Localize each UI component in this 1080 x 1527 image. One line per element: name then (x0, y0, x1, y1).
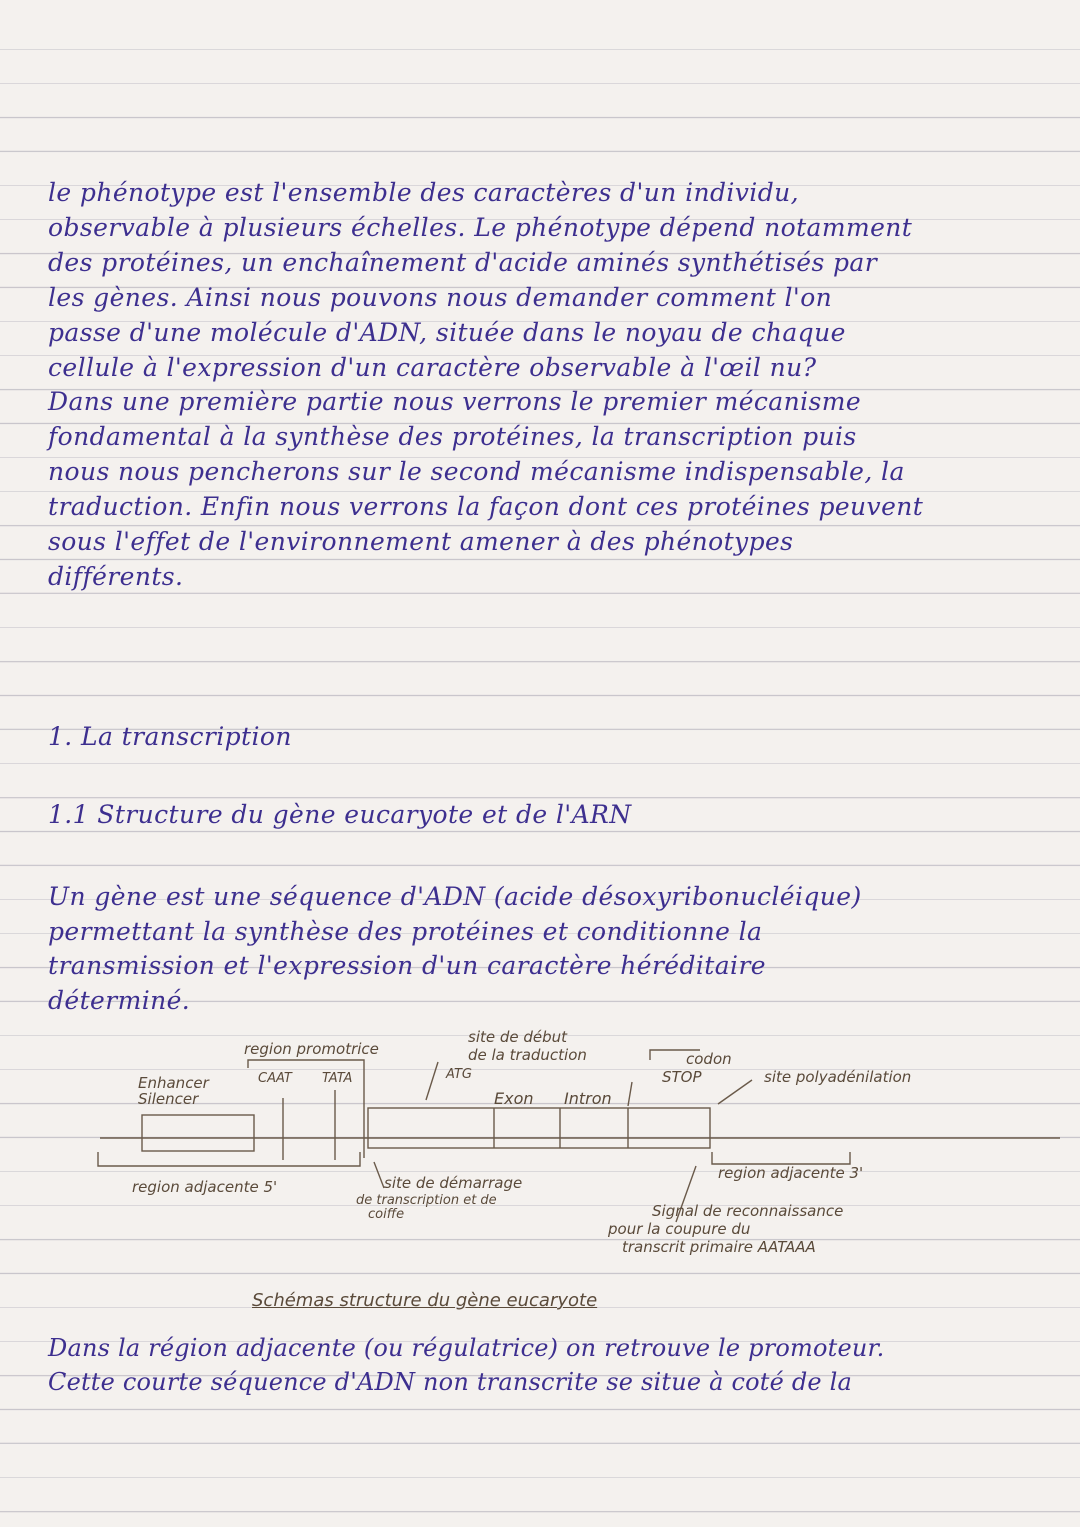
label-tata: TATA (322, 1071, 353, 1086)
definition-paragraph (48, 880, 1048, 1018)
label-exon: Exon (494, 1089, 534, 1108)
text-line: traduction. Enfin nous verrons la façon dont ces protéines peuvent (48, 492, 924, 522)
label-region-5: region adjacente 5' (132, 1178, 278, 1196)
text-line: observable à plusieurs échelles. Le phénotype dépend notamment (48, 212, 913, 242)
label-site-demarrage-3: coiffe (368, 1207, 405, 1222)
label-polyadenylation: site polyadénilation (764, 1068, 912, 1086)
start-site-pointer (374, 1162, 384, 1188)
text-line: Dans une première partie nous verrons le premier mécanisme (48, 387, 862, 417)
text-line: Un gène est une séquence d'ADN (acide désoxyribonucléique) (48, 882, 862, 911)
label-signal-2: pour la coupure du (608, 1220, 751, 1238)
label-silencer: Silencer (138, 1090, 199, 1108)
text-line: des protéines, un enchaînement d'acide aminés synthétisés par (48, 247, 878, 277)
polya-pointer (718, 1080, 752, 1104)
region-3-bracket (712, 1152, 850, 1164)
promoter-bracket (248, 1060, 364, 1068)
diagram-caption: Schémas structure du gène eucaryote (252, 1290, 598, 1311)
gene-body-box (368, 1108, 710, 1148)
text-line: Cette courte séquence d'ADN non transcrite se situe à coté de la (48, 1367, 853, 1396)
label-site-demarrage-2: de transcription et de (356, 1193, 497, 1208)
label-site-demarrage-1: site de démarrage (384, 1174, 523, 1192)
label-site-debut-2: de la traduction (468, 1046, 587, 1064)
text-line: déterminé. (48, 985, 191, 1015)
text-line: fondamental à la synthèse des protéines, la transcription puis (48, 422, 857, 452)
gene-structure-diagram (0, 1020, 1080, 1310)
subsection-heading-gene-structure: 1.1 Structure du gène eucaryote et de l'ARN (48, 800, 632, 829)
text-line: sous l'effet de l'environnement amener à des phénotypes (48, 527, 794, 557)
text-line: le phénotype est l'ensemble des caractères d'un individu, (48, 178, 799, 207)
text-line: nous nous pencherons sur le second mécanisme indispensable, la (48, 457, 905, 487)
label-signal-1: Signal de reconnaissance (652, 1202, 844, 1220)
label-stop: STOP (662, 1068, 702, 1086)
text-line: transmission et l'expression d'un caractère héréditaire (48, 951, 766, 980)
text-line: les gènes. Ainsi nous pouvons nous demander comment l'on (48, 282, 833, 312)
label-signal-3: transcrit primaire AATAAA (622, 1238, 816, 1256)
label-atg: ATG (446, 1067, 472, 1082)
intro-paragraph (48, 176, 1048, 595)
label-region-promotrice: region promotrice (244, 1040, 379, 1058)
text-line: différents. (48, 561, 184, 591)
text-line: passe d'une molécule d'ADN, située dans le noyau de chaque (48, 317, 846, 347)
label-intron: Intron (564, 1089, 612, 1108)
promoter-paragraph (48, 1332, 1058, 1399)
text-line: Dans la région adjacente (ou régulatrice) on retrouve le promoteur. (48, 1334, 885, 1362)
section-heading-transcription: 1. La transcription (48, 722, 292, 751)
label-site-debut-1: site de début (468, 1028, 568, 1046)
atg-pointer (426, 1062, 438, 1100)
label-region-3: region adjacente 3' (718, 1164, 864, 1182)
text-line: cellule à l'expression d'un caractère observable à l'œil nu? (48, 352, 817, 382)
label-enhancer: Enhancer (138, 1074, 209, 1092)
enhancer-box (142, 1115, 254, 1151)
text-line: permettant la synthèse des protéines et conditionne la (48, 916, 763, 946)
region-5-bracket (98, 1152, 360, 1166)
stop-pointer (628, 1082, 632, 1106)
label-caat: CAAT (258, 1071, 292, 1086)
label-codon: codon (686, 1050, 732, 1068)
